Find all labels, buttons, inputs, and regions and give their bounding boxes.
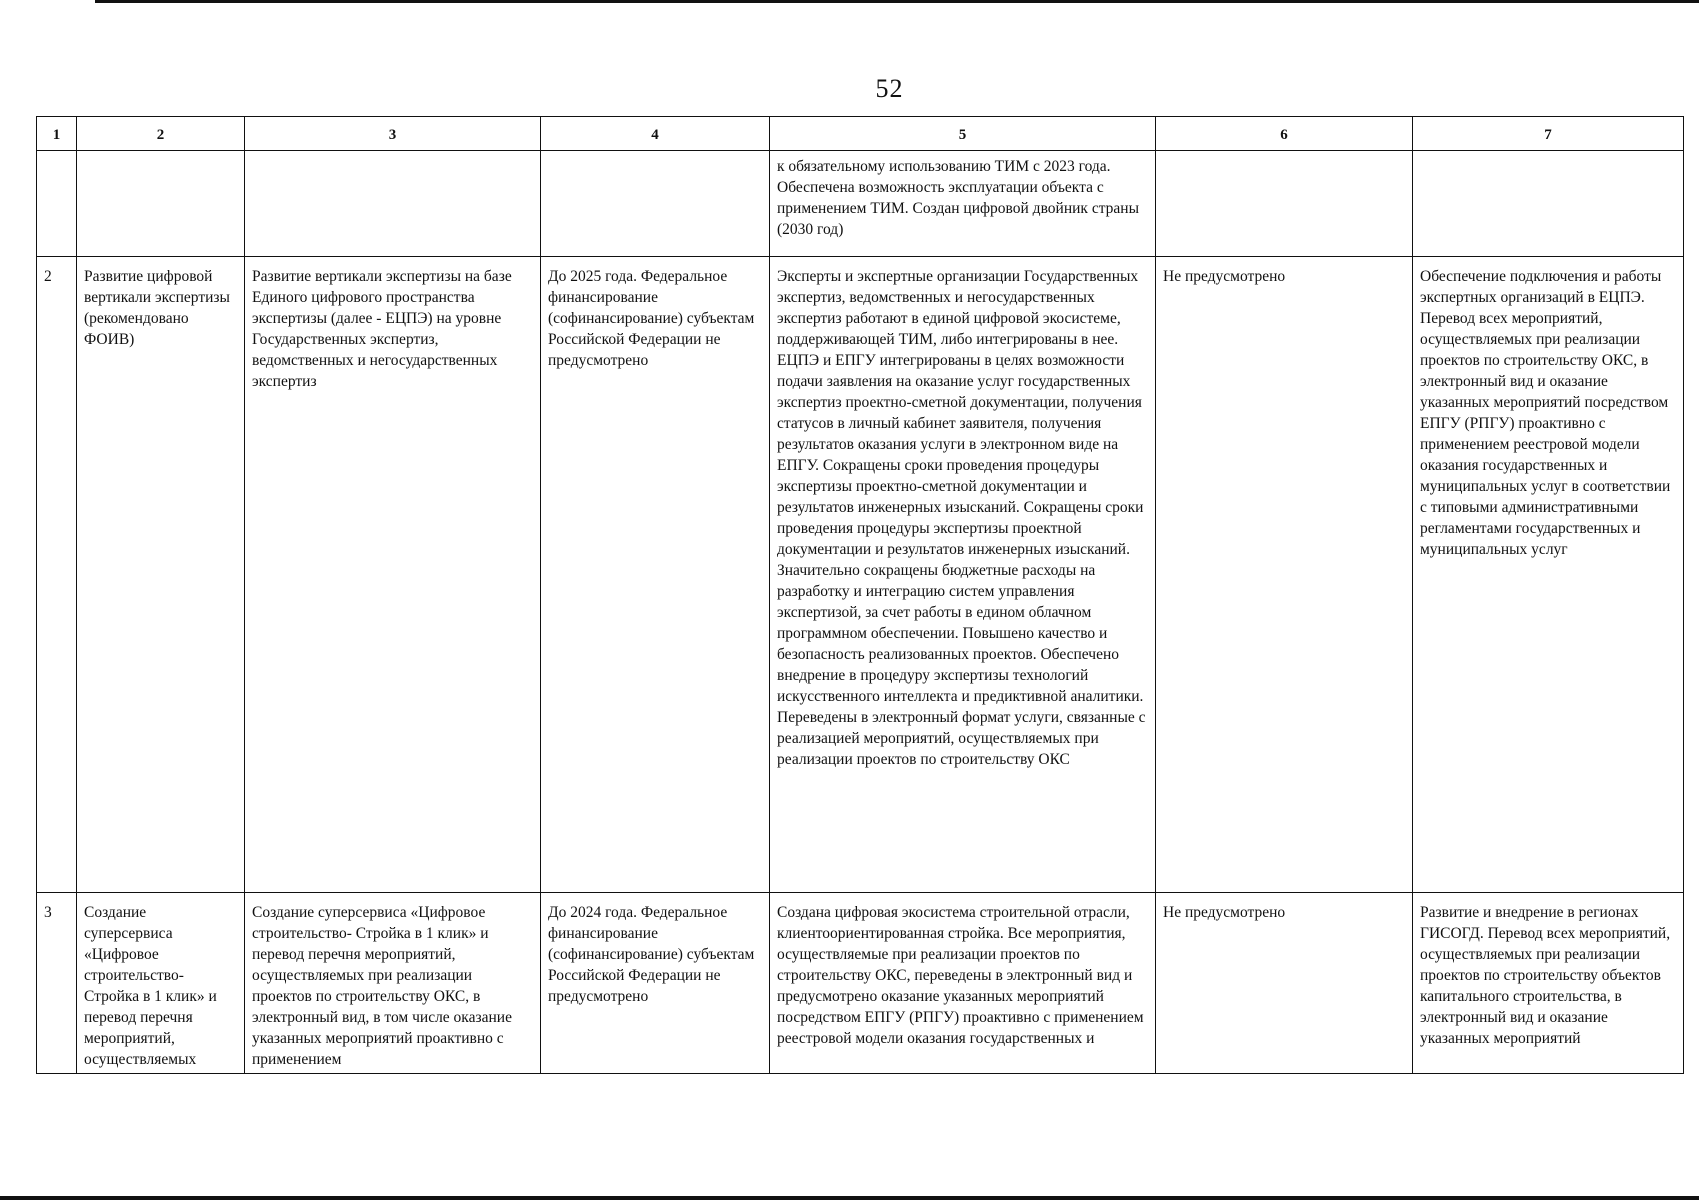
cell-text: Развитие и внедрение в регионах ГИСОГД. Перевод всех мероприятий, осуществляемых при реализации проектов по строительству объектов капитального строительства, в электронный вид и оказание указанных мероприятий <box>1420 904 1671 1047</box>
column-header-6: 6 <box>1156 117 1413 151</box>
cell-column-6: Не предусмотрено <box>1156 257 1413 893</box>
column-header-5: 5 <box>770 117 1156 151</box>
cell-row-number <box>37 893 77 1074</box>
column-header-7: 7 <box>1413 117 1684 151</box>
column-header-3: 3 <box>245 117 541 151</box>
table-row <box>37 257 1684 893</box>
table-row <box>37 151 1684 257</box>
measures-table <box>36 116 1684 1074</box>
cell-column-6 <box>1156 151 1413 257</box>
cell-timing-funding <box>541 151 770 257</box>
cell-text: Не предусмотрено <box>1163 904 1286 921</box>
cell-expected-result: Эксперты и экспертные организации Государственных экспертиз, ведомственных и негосударственных экспертиз работают в единой цифровой экосистеме, поддерживающей ТИМ, либо интегрированы в нее. ЕЦПЭ и ЕПГУ интегрированы в целях возможности подачи заявления на оказание услуг государственных экспертиз проектно-сметной документации, получения статусов в личный кабинет заявителя, получения результатов оказания услуги в электронном виде на ЕПГУ. Сокращены сроки проведения процедуры экспертизы проектно-сметной документации и результатов инженерных изысканий. Сокращены сроки проведения процедуры экспертизы проектной документации и результатов инженерных изысканий. Значительно сокращены бюджетные расходы на разработку и интеграцию систем управления экспертизой, за счет работы в едином облачном программном обеспечении. Повышено качество и безопасность реализованных проектов. Обеспечено внедрение в процедуру экспертизы технологий искусственного интеллекта и предиктивной аналитики. Переведены в электронный формат услуги, связанные с реализацией мероприятий, осуществляемых при реализации проектов по строительству ОКС <box>770 257 1156 893</box>
cell-measure-name <box>77 893 245 1074</box>
cell-measure-name: Развитие цифровой вертикали экспертизы (рекомендовано ФОИВ) <box>77 257 245 893</box>
cell-description <box>245 151 541 257</box>
column-header-1: 1 <box>37 117 77 151</box>
page-number: 52 <box>875 74 904 103</box>
cell-text: До 2024 года. Федеральное финансирование (софинансирование) субъектам Российской Федерации не предусмотрено <box>548 904 755 1005</box>
cell-text: Создана цифровая экосистема строительной отрасли, клиентоориентированная стройка. Все мероприятия, осуществляемые при реализации проектов по строительству ОКС, переведены в электронный вид и предусмотрено оказание указанных мероприятий посредством ЕПГУ (РПГУ) проактивно с применением реестровой модели оказания государственных и <box>777 904 1144 1047</box>
scan-bottom-border <box>0 1196 1699 1200</box>
table-row <box>37 893 1684 1074</box>
cell-row-number: 2 <box>37 257 77 893</box>
cell-text: Создание суперсервиса «Цифровое строительство- Стройка в 1 клик» и перевод перечня мероприятий, осуществляемых при реализации проектов по строительству ОКС, в электронный вид, в том числе оказание указанных мероприятий проактивно с применением <box>252 904 512 1068</box>
column-header-4: 4 <box>541 117 770 151</box>
cell-column-7 <box>1413 151 1684 257</box>
cell-description <box>245 893 541 1074</box>
cell-column-7 <box>1413 893 1684 1074</box>
header-row <box>37 117 1684 151</box>
cell-expected-result: к обязательному использованию ТИМ с 2023 года. Обеспечена возможность эксплуатации объекта с применением ТИМ. Создан цифровой двойник страны (2030 год) <box>770 151 1156 257</box>
cell-column-6 <box>1156 893 1413 1074</box>
cell-row-number <box>37 151 77 257</box>
cell-description: Развитие вертикали экспертизы на базе Единого цифрового пространства экспертизы (далее - ЕЦПЭ) на уровне Государственных экспертиз, ведомственных и негосударственных экспертиз <box>245 257 541 893</box>
cell-column-7: Обеспечение подключения и работы экспертных организаций в ЕЦПЭ. Перевод всех мероприятий, осуществляемых при реализации проектов по строительству ОКС, в электронный вид и оказание указанных мероприятий посредством ЕПГУ (РПГУ) проактивно с применением реестровой модели оказания государственных и муниципальных услуг в соответствии с типовыми административными регламентами государственных и муниципальных услуг <box>1413 257 1684 893</box>
cell-timing-funding: До 2025 года. Федеральное финансирование (софинансирование) субъектам Российской Федерации не предусмотрено <box>541 257 770 893</box>
column-header-2: 2 <box>77 117 245 151</box>
cell-text: Создание суперсервиса «Цифровое строительство-Стройка в 1 клик» и перевод перечня мероприятий, осуществляемых <box>84 904 217 1068</box>
cell-expected-result <box>770 893 1156 1074</box>
cell-text: 3 <box>44 904 52 921</box>
scan-top-border <box>95 0 1699 3</box>
cell-measure-name <box>77 151 245 257</box>
cell-timing-funding <box>541 893 770 1074</box>
